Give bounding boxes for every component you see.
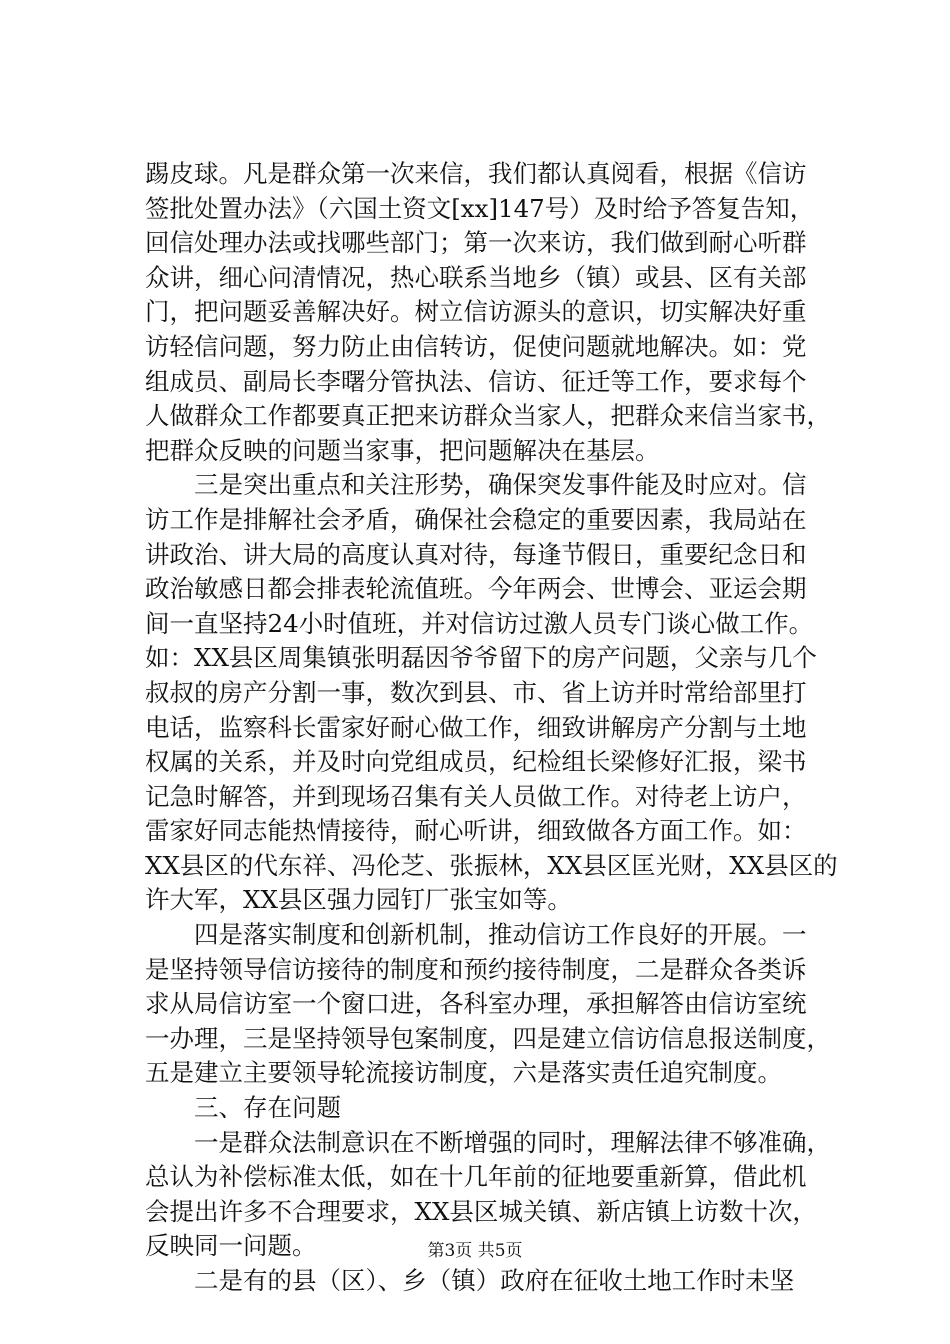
text-line: 讲政治、讲大局的高度认真对待，每逢节假日，重要纪念日和 — [145, 539, 807, 569]
text-line: 反映同一问题。 — [145, 1231, 317, 1261]
text-line: 如：XX县区周集镇张明磊因爷爷留下的房产问题，父亲与几个 — [145, 643, 817, 673]
text-line: 四是落实制度和创新机制，推动信访工作良好的开展。一 — [145, 920, 807, 950]
text-line: 是坚持领导信访接待的制度和预约接待制度，二是群众各类诉 — [145, 954, 807, 984]
text-line: 组成员、副局长李曙分管执法、信访、征迁等工作，要求每个 — [145, 366, 807, 396]
page-footer: 第3页 共5页 — [427, 1241, 523, 1261]
text-line: 踢皮球。凡是群众第一次来信，我们都认真阅看，根据《信访 — [145, 159, 807, 188]
text-line: 叔叔的房产分割一事，数次到县、市、省上访并时常给部里打 — [145, 677, 807, 707]
text-line: 总认为补偿标准太低，如在十几年前的征地要重新算，借此机 — [145, 1162, 807, 1192]
text-line: 政治敏感日都会排表轮流值班。今年两会、世博会、亚运会期 — [145, 574, 807, 604]
text-line: 会提出许多不合理要求，XX县区城关镇、新店镇上访数十次， — [145, 1196, 817, 1226]
text-line: 电话，监察科长雷家好耐心做工作，细致讲解房产分割与土地 — [145, 712, 807, 742]
text-line: 许大军，XX县区强力园钉厂张宝如等。 — [145, 885, 572, 915]
text-line: 记急时解答，并到现场召集有关人员做工作。对待老上访户， — [145, 781, 807, 811]
text-line: 访工作是排解社会矛盾，确保社会稳定的重要因素，我局站在 — [145, 504, 807, 534]
text-line: 二是有的县（区）、乡（镇）政府在征收土地工作时未坚 — [145, 1266, 795, 1295]
text-line: 三是突出重点和关注形势，确保突发事件能及时应对。信 — [145, 470, 807, 500]
text-line: 雷家好同志能热情接待，耐心听讲，细致做各方面工作。如： — [145, 816, 807, 846]
text-line: 访轻信问题，努力防止由信转访，促使问题就地解决。如：党 — [145, 331, 807, 361]
text-line: 众讲，细心问清情况，热心联系当地乡（镇）或县、区有关部 — [145, 262, 807, 292]
text-line: 求从局信访室一个窗口进，各科室办理，承担解答由信访室统 — [145, 989, 807, 1019]
text-line: 人做群众工作都要真正把来访群众当家人，把群众来信当家书， — [145, 401, 831, 431]
body-text — [145, 157, 845, 1299]
text-line: 间一直坚持24小时值班，并对信访过激人员专门谈心做工作。 — [145, 608, 814, 638]
text-line: 三、存在问题 — [145, 1093, 341, 1123]
text-line: 一办理，三是坚持领导包案制度，四是建立信访信息报送制度， — [145, 1023, 831, 1053]
text-line: 签批处置办法》（六国土资文[xx]147号）及时给予答复告知， — [145, 193, 815, 223]
text-line: 一是群众法制意识在不断增强的同时，理解法律不够准确， — [145, 1127, 831, 1157]
text-line: XX县区的代东祥、冯伦芝、张振林，XX县区匡光财，XX县区的 — [145, 850, 838, 880]
text-line: 门，把问题妥善解决好。树立信访源头的意识，切实解决好重 — [145, 297, 807, 327]
text-line: 把群众反映的问题当家事，把问题解决在基层。 — [145, 435, 660, 465]
text-line: 五是建立主要领导轮流接访制度，六是落实责任追究制度。 — [145, 1058, 782, 1088]
text-line: 权属的关系，并及时向党组成员，纪检组长梁修好汇报，梁书 — [145, 747, 807, 777]
text-line: 回信处理办法或找哪些部门；第一次来访，我们做到耐心听群 — [145, 228, 807, 258]
